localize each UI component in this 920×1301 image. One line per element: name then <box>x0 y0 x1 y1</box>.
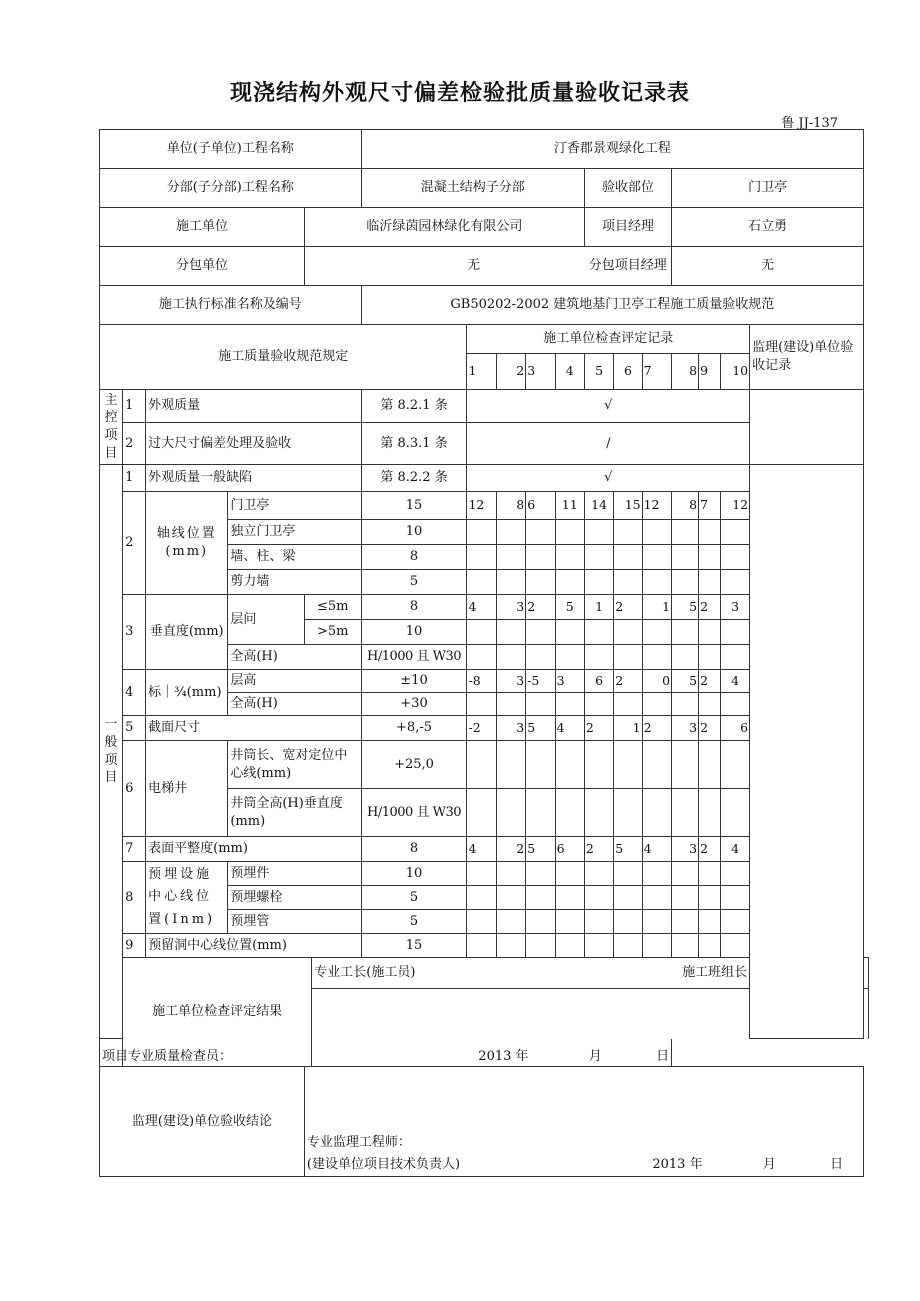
value-cell: 15 <box>614 492 642 520</box>
main-item-name: 外观质量 <box>146 390 361 423</box>
tolerance: ±10 <box>361 670 467 693</box>
value-cell: 2 <box>496 837 525 862</box>
row-no: 4 <box>123 670 146 716</box>
standard-label: 施工执行标准名称及编号 <box>100 286 362 325</box>
main-item-result: √ <box>467 390 750 423</box>
form-code: 鲁 JJ-137 <box>781 116 838 131</box>
col-header: 2 <box>496 354 525 390</box>
section-size-label: 截面尺寸 <box>146 716 361 741</box>
value-cell: 3 <box>672 716 699 741</box>
value-cell: 2 <box>526 595 555 620</box>
acceptance-part-value: 门卫亭 <box>672 169 864 208</box>
builder-label: 施工单位 <box>100 208 305 247</box>
foreman-label: 专业工长(施工员) <box>312 958 555 989</box>
value-cell: 11 <box>555 492 584 520</box>
date-month: 月 <box>762 1156 776 1172</box>
value-cell: 8 <box>496 492 525 520</box>
row-no: 9 <box>123 934 146 958</box>
owner-label: (建设单位项目技术负责人) <box>306 1156 461 1172</box>
tolerance: H/1000 且 W30 <box>361 789 467 837</box>
floor-label: 层问 <box>228 595 305 645</box>
value-cell: 4 <box>467 595 496 620</box>
tolerance: 8 <box>361 595 467 620</box>
standard-value: GB50202-2002 建筑地基门卫亭工程施工质量验收规范 <box>361 286 864 325</box>
value-cell: 5 <box>526 716 555 741</box>
value-cell: 3 <box>496 716 525 741</box>
value-cell: -2 <box>467 716 496 741</box>
team-leader-label: 施工班组长 <box>555 958 750 989</box>
supervision-conclusion-label: 监理(建设)单位验收结论 <box>100 1067 305 1177</box>
value-cell: 8 <box>672 492 699 520</box>
value-cell: 12 <box>642 492 672 520</box>
tolerance: 8 <box>361 837 467 862</box>
value-cell: 4 <box>721 670 750 693</box>
row-no: 1 <box>123 465 146 492</box>
value-cell: -5 <box>526 670 555 693</box>
value-cell: 4 <box>467 837 496 862</box>
page-title: 现浇结构外观尺寸偏差检验批质量验收记录表 <box>229 81 690 106</box>
subcontractor-label: 分包单位 <box>100 247 305 286</box>
record-label: 施工单位检查评定记录 <box>467 325 750 354</box>
sub-item-name: 预埋件 <box>228 862 361 886</box>
verticality-label: 垂直度(mm) <box>146 595 228 670</box>
supervision-label: 监理(建设)单位验收记录 <box>750 325 864 390</box>
col-header: 10 <box>721 354 750 390</box>
value-cell: 3 <box>721 595 750 620</box>
value-cell: 4 <box>555 716 584 741</box>
value-cell: 3 <box>496 595 525 620</box>
value-cell: 2 <box>614 595 642 620</box>
main-item-result: / <box>467 423 750 465</box>
value-cell: 5 <box>672 595 699 620</box>
row-no: 7 <box>123 837 146 862</box>
reserved-hole-label: 预留洞中心线位置(mm) <box>146 934 361 958</box>
tolerance: 15 <box>361 492 467 520</box>
value-cell: 3 <box>555 670 584 693</box>
value-cell: 5 <box>555 595 584 620</box>
value-cell: 6 <box>721 716 750 741</box>
value-cell: 1 <box>614 716 642 741</box>
elevation-label: 标｜¾(mm) <box>146 670 228 716</box>
value-cell: 5 <box>614 837 642 862</box>
tolerance: +30 <box>361 693 467 716</box>
tolerance: H/1000 且 W30 <box>361 645 467 670</box>
subsection-name-label: 分部(子分部)工程名称 <box>100 169 362 208</box>
value-cell: 3 <box>496 670 525 693</box>
project-manager-value: 石立勇 <box>672 208 864 247</box>
embedded-label: 预埋设施中心线位置(Inm) <box>146 862 228 934</box>
date-month: 月 <box>588 1049 602 1065</box>
col-header: 7 <box>642 354 672 390</box>
row-no: 3 <box>123 595 146 670</box>
date-day: 日 <box>830 1156 844 1172</box>
value-cell: 5 <box>672 670 699 693</box>
value-cell: 0 <box>642 670 672 693</box>
tolerance: +25,0 <box>361 741 467 789</box>
value-cell: 4 <box>721 837 750 862</box>
sub-item-name: 剪力墙 <box>228 570 361 595</box>
sub-item-name: >5m <box>304 620 361 645</box>
main-control-group-label: 主控项目 <box>100 390 123 465</box>
value-cell: 2 <box>584 716 613 741</box>
tolerance: 10 <box>361 862 467 886</box>
team-leader-signature <box>864 958 869 989</box>
builder-value: 临沂绿茵园林绿化有限公司 <box>304 208 584 247</box>
sub-item-name: 门卫亭 <box>228 492 361 520</box>
value-cell: 5 <box>526 837 555 862</box>
sub-item-name: 井筒全高(H)垂直度(mm) <box>228 789 361 837</box>
value-cell: 12 <box>721 492 750 520</box>
value-cell: 2 <box>699 595 721 620</box>
subcontractor-value: 无 <box>304 247 584 286</box>
value-cell: 3 <box>672 837 699 862</box>
tolerance: 10 <box>361 520 467 545</box>
project-manager-label: 项目经理 <box>584 208 671 247</box>
value-cell: 2 <box>699 837 721 862</box>
inspector-row <box>100 1039 672 1067</box>
check-result-label: 施工单位检查评定结果 <box>123 958 312 1067</box>
unit-name-value: 汀香郡景观绿化工程 <box>361 130 864 169</box>
inspector-label: 项目专业质量检查员： <box>102 1049 233 1065</box>
col-header: 3 <box>526 354 555 390</box>
supervision-cell <box>750 390 864 465</box>
tolerance: 8 <box>361 545 467 570</box>
tolerance: 5 <box>361 886 467 910</box>
col-header: 5 <box>584 354 613 390</box>
sub-item-name: 预埋螺栓 <box>228 886 361 910</box>
subsection-name-value: 混凝土结构子分部 <box>361 169 584 208</box>
general-group-label: 一般项目 <box>100 465 123 1039</box>
tolerance: 10 <box>361 620 467 645</box>
date-day: 日 <box>656 1049 670 1065</box>
value-cell: 6 <box>584 670 613 693</box>
date-year: 2013 年 <box>652 1156 703 1172</box>
col-header: 8 <box>672 354 699 390</box>
row-no: 1 <box>123 390 146 423</box>
general-item-result: √ <box>467 465 750 492</box>
main-item-clause: 第 8.3.1 条 <box>361 423 467 465</box>
col-header: 9 <box>699 354 721 390</box>
value-cell: 2 <box>614 670 642 693</box>
value-cell: 2 <box>699 670 721 693</box>
value-cell: 2 <box>584 837 613 862</box>
value-cell: 14 <box>584 492 613 520</box>
row-no: 2 <box>123 423 146 465</box>
col-header: 6 <box>614 354 642 390</box>
tolerance: 5 <box>361 570 467 595</box>
acceptance-part-label: 验收部位 <box>584 169 671 208</box>
sub-item-name: ≤5m <box>304 595 361 620</box>
tolerance: 5 <box>361 910 467 934</box>
value-cell: 1 <box>584 595 613 620</box>
supervision-conclusion-area <box>304 1067 863 1177</box>
row-no: 2 <box>123 492 146 595</box>
sub-item-name: 全高(H) <box>228 645 361 670</box>
value-cell: 6 <box>526 492 555 520</box>
elevator-shaft-label: 电梯井 <box>146 741 228 837</box>
check-result-blank <box>312 989 869 1039</box>
tolerance: 15 <box>361 934 467 958</box>
general-item-clause: 第 8.2.2 条 <box>361 465 467 492</box>
main-item-name: 过大尺寸偏差处理及验收 <box>146 423 361 465</box>
date-year: 2013 年 <box>478 1049 529 1065</box>
value-cell: 1 <box>642 595 672 620</box>
sub-item-name: 墙、柱、梁 <box>228 545 361 570</box>
row-no: 6 <box>123 741 146 837</box>
sub-item-name: 层高 <box>228 670 361 693</box>
flatness-label: 表面平整度(mm) <box>146 837 361 862</box>
value-cell: 2 <box>699 716 721 741</box>
sub-pm-value: 无 <box>672 247 864 286</box>
general-item-name: 外观质量一般缺陷 <box>146 465 361 492</box>
spec-label: 施工质量验收规范规定 <box>100 325 467 390</box>
sub-item-name: 井筒长、宽对定位中心线(mm) <box>228 741 361 789</box>
row-no: 5 <box>123 716 146 741</box>
supervision-date-row <box>307 1154 861 1176</box>
sub-pm-label: 分包项目经理 <box>584 247 671 286</box>
value-cell: -8 <box>467 670 496 693</box>
value-cell: 4 <box>642 837 672 862</box>
value-cell: 7 <box>699 492 721 520</box>
sub-item-name: 全高(H) <box>228 693 361 716</box>
row-no: 8 <box>123 862 146 934</box>
main-item-clause: 第 8.2.1 条 <box>361 390 467 423</box>
value-cell: 6 <box>555 837 584 862</box>
col-header: 1 <box>467 354 496 390</box>
value-cell: 12 <box>467 492 496 520</box>
supervision-cell <box>750 465 864 1039</box>
tolerance: +8,-5 <box>361 716 467 741</box>
unit-name-label: 单位(子单位)工程名称 <box>100 130 362 169</box>
supervision-engineer-label: 专业监理工程师： <box>306 1134 411 1150</box>
col-header: 4 <box>555 354 584 390</box>
inspection-table <box>99 129 869 1177</box>
sub-item-name: 预埋管 <box>228 910 361 934</box>
value-cell: 2 <box>642 716 672 741</box>
axis-position-label: 轴线位置(mm) <box>146 492 228 595</box>
sub-item-name: 独立门卫亭 <box>228 520 361 545</box>
